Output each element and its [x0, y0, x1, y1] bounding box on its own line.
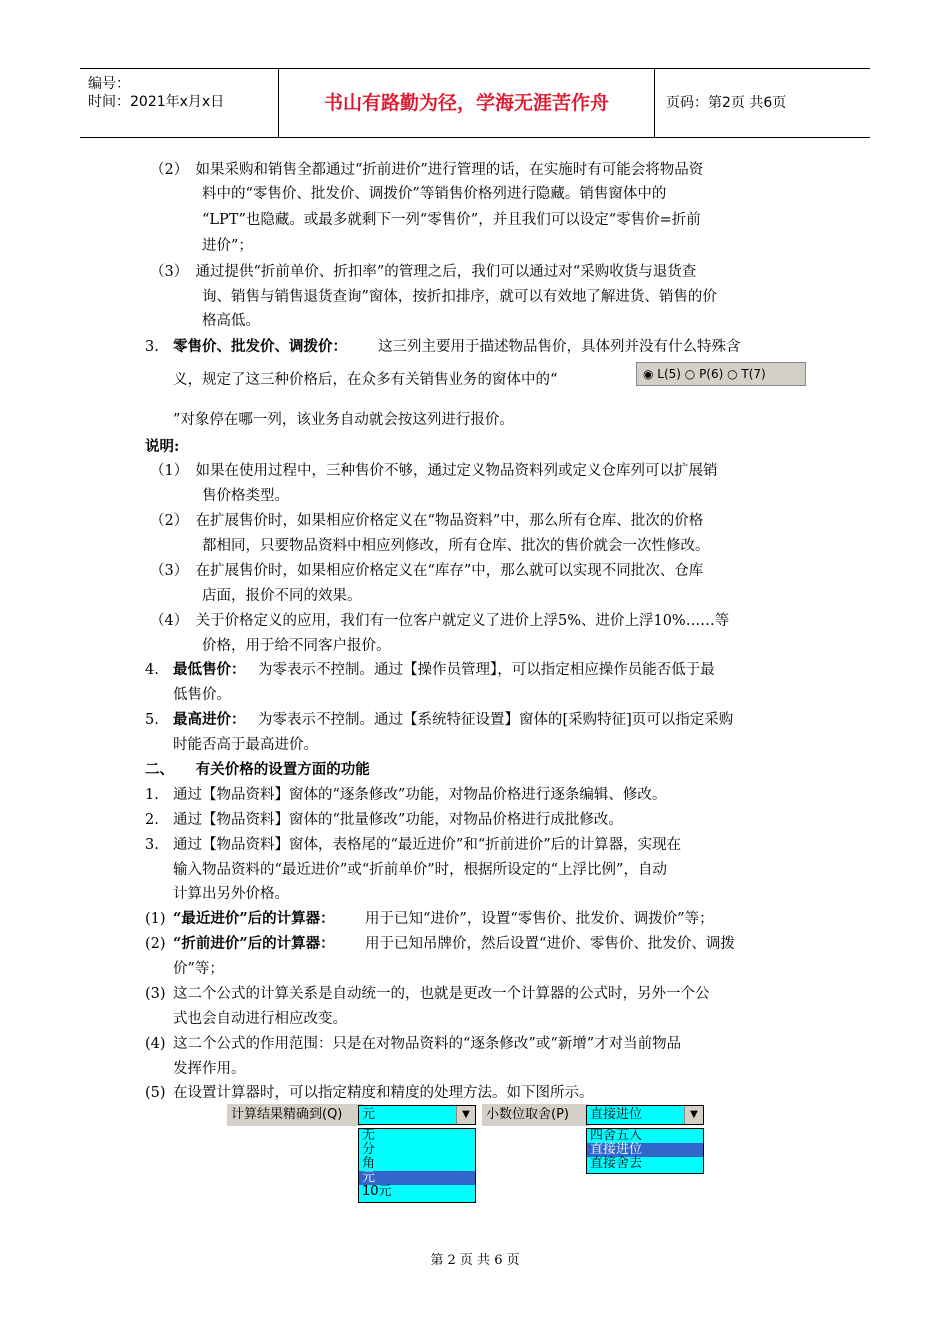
- paragraph-line: 发挥作用。: [173, 1061, 246, 1077]
- paragraph-line: 进价”；: [202, 238, 253, 254]
- precision-select[interactable]: [358, 1105, 476, 1125]
- precision-option[interactable]: 分: [362, 1142, 376, 1157]
- paragraph-line: 为零表示不控制。通过【操作员管理】，可以指定相应操作员能否低于最: [258, 662, 715, 678]
- paragraph-line: 义，规定了这三种价格后，在众多有关销售业务的窗体中的“: [173, 372, 558, 388]
- paragraph-line: 通过【物品资料】窗体的“逐条修改”功能，对物品价格进行逐条编辑、修改。: [173, 787, 667, 803]
- precision-option[interactable]: 10元: [362, 1184, 392, 1199]
- paragraph-line: （3） 在扩展售价时，如果相应价格定义在“库存”中，那么就可以实现不同批次、仓库: [150, 563, 704, 579]
- paragraph-line: 都相同，只要物品资料中相应列修改，所有仓库、批次的售价就会一次性修改。: [202, 538, 710, 554]
- paragraph-line: 料中的“零售价、批发价、调拨价”等销售价格列进行隐藏。销售窗体中的: [202, 186, 667, 202]
- page-header: [80, 68, 870, 138]
- rounding-option[interactable]: 直接舍去: [590, 1156, 643, 1171]
- paragraph-line: 通过【物品资料】窗体，表格尾的“最近进价”和“折前进价”后的计算器，实现在: [173, 837, 682, 853]
- header-info-cell: [80, 69, 279, 137]
- paragraph-line: 通过【物品资料】窗体的“批量修改”功能，对物品价格进行成批修改。: [173, 812, 623, 828]
- paragraph-line: 价”等；: [173, 961, 224, 977]
- paragraph-line: （4） 关于价格定义的应用，我们有一位客户就定义了进价上浮5%、进价上浮10%……等: [150, 613, 730, 629]
- term-heading: 零售价、批发价、调拨价：: [173, 338, 347, 355]
- paragraph-line: （2） 如果采购和销售全都通过“折前进价”进行管理的话，在实施时有可能会将物品资: [150, 162, 704, 178]
- term-heading: 最低售价：: [173, 661, 246, 678]
- paragraph-line: 低售价。: [173, 687, 231, 703]
- rounding-option-selected[interactable]: 直接进位: [587, 1143, 703, 1157]
- paragraph-line: 这二个公式的计算关系是自动统一的，也就是更改一个计算器的公式时，另外一个公: [173, 986, 710, 1002]
- list-marker: (2): [145, 936, 166, 952]
- list-marker: (5): [145, 1085, 166, 1101]
- paragraph-line: （3） 通过提供“折前单价、折扣率”的管理之后，我们可以通过对“采购收货与退货查: [150, 264, 697, 280]
- price-radio-group[interactable]: ◉ L(5) ○ P(6) ○ T(7): [636, 362, 806, 386]
- paragraph-line: 价格，用于给不同客户报价。: [202, 638, 391, 654]
- chevron-down-icon[interactable]: ▼: [684, 1106, 703, 1124]
- motto: 书山有路勤为径，学海无涯苦作舟: [279, 69, 655, 137]
- precision-selected-value: 元: [362, 1107, 376, 1122]
- list-marker: 2.: [145, 812, 159, 828]
- paragraph-line: 售价格类型。: [202, 488, 289, 504]
- paragraph-line: 时能否高于最高进价。: [173, 737, 318, 753]
- precision-option[interactable]: 无: [362, 1128, 376, 1143]
- paragraph-line: “LPT”也隐藏。或最多就剩下一列“零售价”，并且我们可以设定“零售价=折前: [202, 212, 701, 228]
- rounding-option[interactable]: 四舍五入: [590, 1128, 643, 1143]
- list-marker: 3.: [145, 837, 159, 853]
- page-footer: 第 2 页 共 6 页: [430, 1253, 520, 1268]
- paragraph-line: 这三列主要用于描述物品售价，具体列并没有什么特殊含: [378, 339, 741, 355]
- rounding-selected-value: 直接进位: [590, 1107, 643, 1122]
- paragraph-line: 格高低。: [202, 313, 260, 329]
- paragraph-line: （1） 如果在使用过程中，三种售价不够，通过定义物品资料列或定义仓库列可以扩展销: [150, 463, 718, 479]
- chevron-down-icon[interactable]: ▼: [456, 1106, 475, 1124]
- list-marker: 1.: [145, 787, 159, 803]
- paragraph-line: 为零表示不控制。通过【系统特征设置】窗体的[采购特征]页可以指定采购: [258, 712, 734, 728]
- rounding-dropdown-list[interactable]: [586, 1128, 704, 1174]
- paragraph-line: 用于已知吊牌价，然后设置“进价、零售价、批发价、调拨: [365, 936, 735, 952]
- list-marker: (4): [145, 1036, 166, 1052]
- list-marker: 3.: [145, 339, 159, 355]
- list-marker: 5.: [145, 712, 159, 728]
- precision-dropdown-list[interactable]: [358, 1128, 476, 1203]
- paragraph-line: 用于已知“进价”，设置“零售价、批发价、调拨价”等；: [365, 911, 714, 927]
- list-marker: (3): [145, 986, 166, 1002]
- paragraph-line: 询、销售与销售退货查询”窗体，按折扣排序，就可以有效地了解进货、销售的价: [202, 289, 717, 305]
- list-marker: 4.: [145, 662, 159, 678]
- precision-option[interactable]: 角: [362, 1156, 376, 1171]
- code-label: 编号：: [88, 76, 130, 92]
- section-heading: 二、 有关价格的设置方面的功能: [145, 761, 370, 778]
- term-heading: “最近进价”后的计算器：: [173, 910, 335, 927]
- paragraph-line: 计算出另外价格。: [173, 886, 289, 902]
- paragraph-line: 在设置计算器时，可以指定精度和精度的处理方法。如下图所示。: [173, 1085, 594, 1101]
- term-heading: 最高进价：: [173, 711, 246, 728]
- precision-option-selected[interactable]: 元: [359, 1171, 475, 1185]
- date-label: 时间：2021年x月x日: [88, 94, 225, 110]
- precision-label: 计算结果精确到(Q): [227, 1104, 363, 1126]
- page-info: 页码：第2页 共6页: [666, 95, 787, 111]
- note-heading: 说明:: [145, 438, 180, 455]
- rounding-select[interactable]: [586, 1105, 704, 1125]
- paragraph-line: ”对象停在哪一列，该业务自动就会按这列进行报价。: [173, 412, 514, 428]
- paragraph-line: 式也会自动进行相应改变。: [173, 1011, 347, 1027]
- rounding-label: 小数位取舍(P): [482, 1104, 590, 1126]
- paragraph-line: 店面，报价不同的效果。: [202, 588, 362, 604]
- paragraph-line: 输入物品资料的“最近进价”或“折前单价”时，根据所设定的“上浮比例”，自动: [173, 862, 667, 878]
- list-marker: (1): [145, 911, 166, 927]
- paragraph-line: 这二个公式的作用范围：只是在对物品资料的“逐条修改”或“新增”才对当前物品: [173, 1036, 682, 1052]
- paragraph-line: （2） 在扩展售价时，如果相应价格定义在“物品资料”中，那么所有仓库、批次的价格: [150, 513, 704, 529]
- term-heading: “折前进价”后的计算器：: [173, 935, 335, 952]
